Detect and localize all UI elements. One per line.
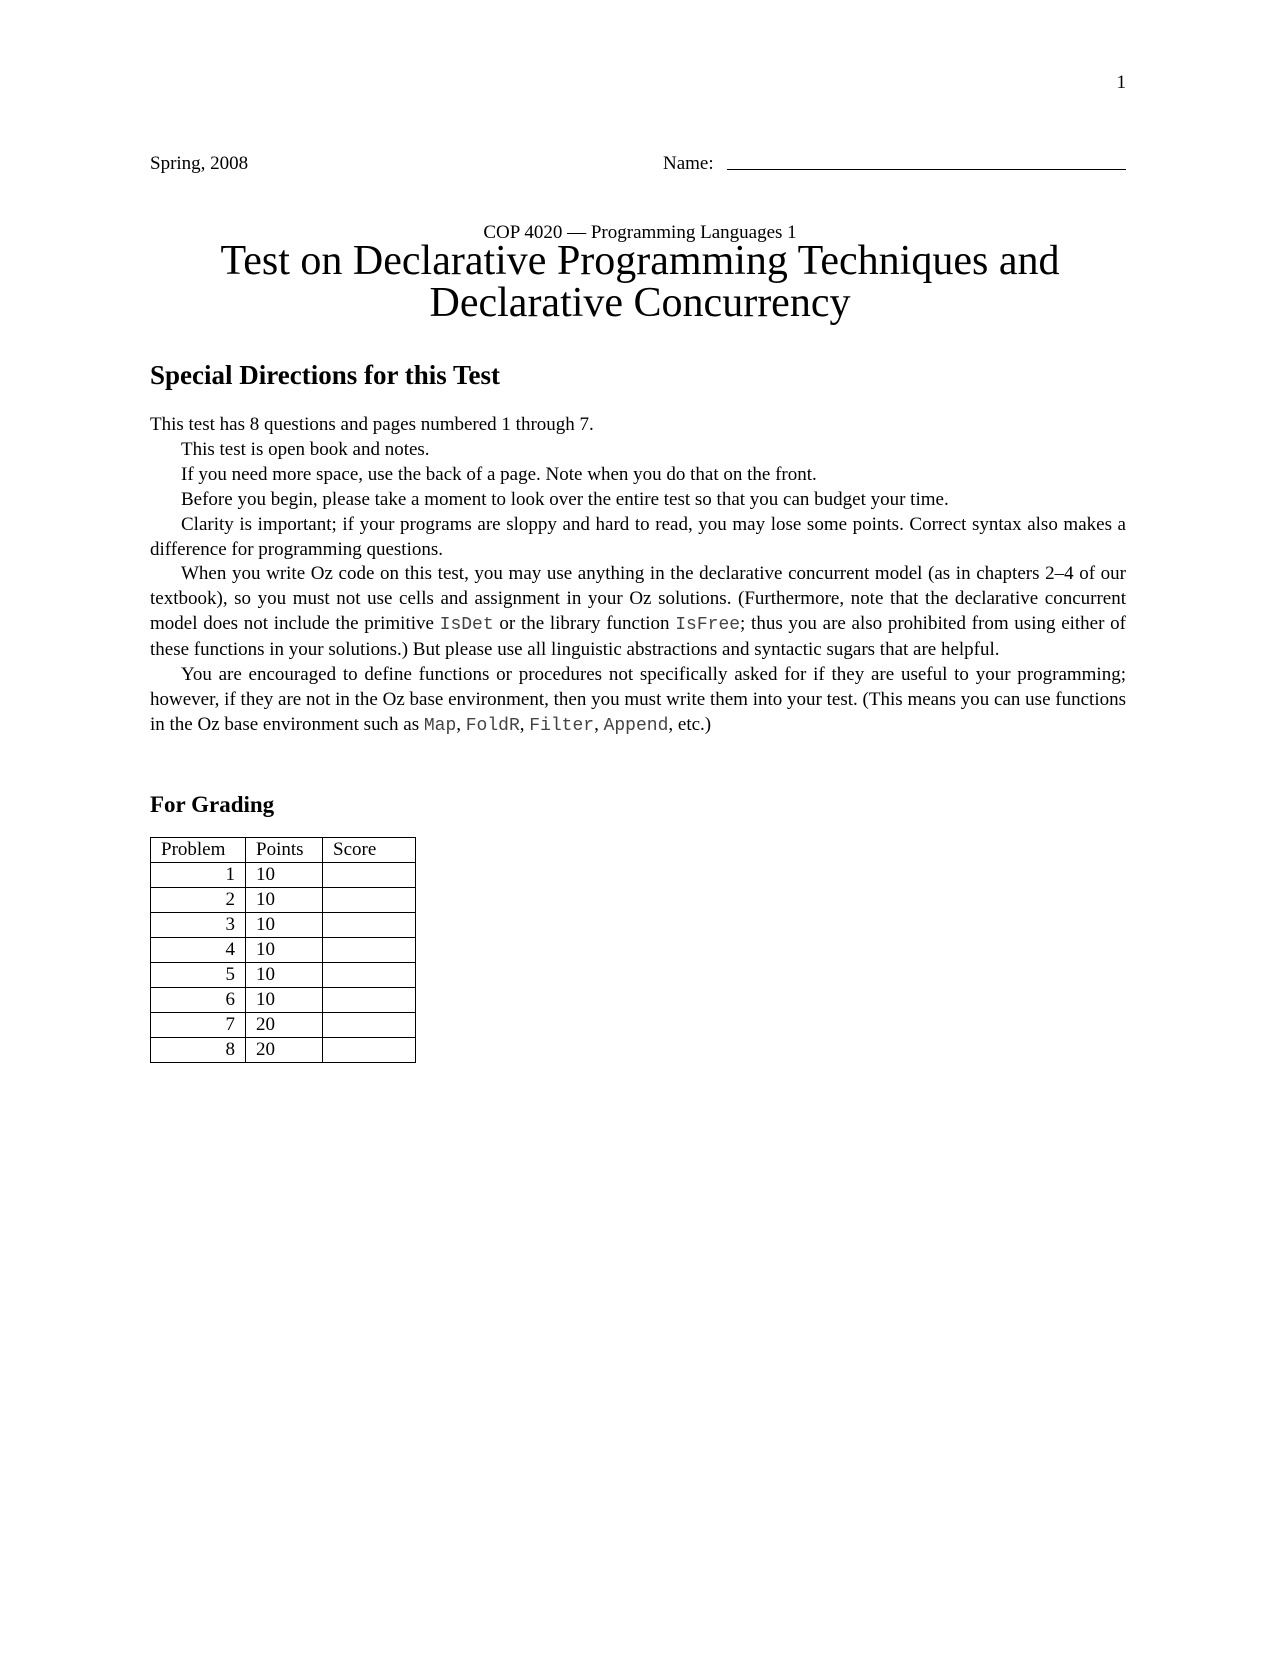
problem-cell: 7 <box>151 1013 246 1038</box>
title-line-1: Test on Declarative Programming Techniques and <box>220 238 1060 284</box>
code-map: Map <box>423 715 457 736</box>
header-score: Score <box>323 838 416 863</box>
problem-cell: 1 <box>151 863 246 888</box>
header-points: Points <box>246 838 323 863</box>
table-row <box>151 913 416 938</box>
text-run: , etc.) <box>668 713 712 735</box>
text-run: , <box>519 713 530 735</box>
table-row <box>151 963 416 988</box>
directions-paragraph <box>150 562 1126 663</box>
page-title <box>0 240 1280 324</box>
table-row <box>151 863 416 888</box>
header-problem: Problem <box>151 838 246 863</box>
problem-cell: 6 <box>151 988 246 1013</box>
table-row <box>151 1013 416 1038</box>
title-line-2: Declarative Concurrency <box>429 280 851 326</box>
score-cell[interactable] <box>323 913 416 938</box>
text-run: , <box>456 713 466 735</box>
score-cell[interactable] <box>323 888 416 913</box>
points-cell: 10 <box>246 938 323 963</box>
directions-paragraph <box>150 663 1126 739</box>
text-run: When you write Oz code on this test, you may use anything in the declarative concurrent model (as in chapters 2–4 of our textbook), so you must not use cells and assignment in your Oz solutions. (Furthermore, note that the declarative concurrent model does not include the primitive <box>150 563 1126 635</box>
table-row <box>151 938 416 963</box>
score-cell[interactable] <box>323 988 416 1013</box>
directions-paragraph: This test has 8 questions and pages numbered 1 through 7. <box>150 414 594 435</box>
score-cell[interactable] <box>323 1038 416 1063</box>
problem-cell: 8 <box>151 1038 246 1063</box>
code-foldr: FoldR <box>465 715 520 736</box>
directions-body <box>150 413 1126 739</box>
problem-cell: 4 <box>151 938 246 963</box>
table-row <box>151 1038 416 1063</box>
name-blank-line[interactable] <box>727 169 1126 170</box>
grading-table <box>150 837 416 1063</box>
problem-cell: 2 <box>151 888 246 913</box>
grading-heading: For Grading <box>150 792 275 817</box>
course-title: COP 4020 — Programming Languages 1 <box>483 222 797 243</box>
directions-paragraph: Clarity is important; if your programs are sloppy and hard to read, you may lose some points. Correct syntax also makes a difference for programming questions. <box>150 513 1126 560</box>
table-row <box>151 888 416 913</box>
semester-label: Spring, 2008 <box>150 153 249 174</box>
points-cell: 20 <box>246 1038 323 1063</box>
name-label: Name: <box>663 153 714 174</box>
table-header-row <box>151 838 416 863</box>
directions-heading: Special Directions for this Test <box>150 360 501 390</box>
score-cell[interactable] <box>323 963 416 988</box>
page-number: 1 <box>1116 72 1126 93</box>
points-cell: 10 <box>246 888 323 913</box>
problem-cell: 5 <box>151 963 246 988</box>
points-cell: 20 <box>246 1013 323 1038</box>
directions-paragraph: This test is open book and notes. <box>181 438 430 460</box>
text-run: You are encouraged to define functions or procedures not specifically asked for if they are useful to your programming; however, if they are not in the Oz base environment, then you must write them into your test. (This means you can use functions in the Oz base environment such as <box>150 664 1126 735</box>
header-row <box>150 153 1126 177</box>
score-cell[interactable] <box>323 938 416 963</box>
text-run: ; thus you are also prohibited from using either of these functions in your solutions.) But please use all linguistic abstractions and syntactic sugars that are helpful. <box>150 613 1126 661</box>
points-cell: 10 <box>246 863 323 888</box>
code-append: Append <box>603 715 669 736</box>
text-run: , <box>594 713 604 735</box>
points-cell: 10 <box>246 963 323 988</box>
points-cell: 10 <box>246 988 323 1013</box>
directions-paragraph: If you need more space, use the back of a page. Note when you do that on the front. <box>181 463 817 485</box>
score-cell[interactable] <box>323 1013 416 1038</box>
problem-cell: 3 <box>151 913 246 938</box>
directions-paragraph: Before you begin, please take a moment to look over the entire test so that you can budget your time. <box>181 488 949 510</box>
code-isfree: IsFree <box>675 615 741 636</box>
code-isdet: IsDet <box>439 615 494 636</box>
text-run: or the library function <box>493 613 676 635</box>
table-row <box>151 988 416 1013</box>
score-cell[interactable] <box>323 863 416 888</box>
code-filter: Filter <box>529 715 595 736</box>
points-cell: 10 <box>246 913 323 938</box>
